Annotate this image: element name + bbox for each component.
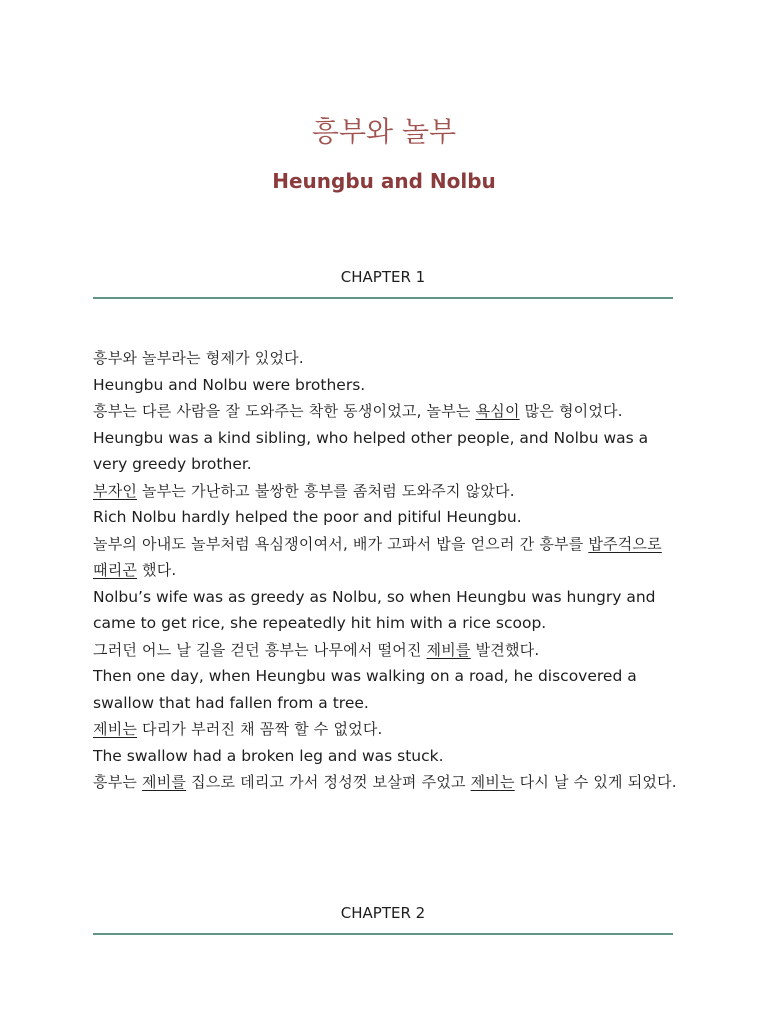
korean-sentence [93,769,678,796]
sentence-text: The swallow had a broken leg and was stuck. [93,746,444,765]
sentence-text: 흥부는 다른 사람을 잘 도와주는 착한 동생이었고, 놀부는 [93,402,476,420]
english-translation [93,743,678,770]
korean-sentence [93,345,678,372]
vocabulary-word: 제비는 [93,720,138,738]
korean-title: 흥부와 놀부 [311,115,457,148]
sentence-text: Nolbu’s wife was as greedy as Nolbu, so when Heungbu was hungry and came to get rice, she repeatedly hit him with a rice scoop. [93,587,656,632]
sentence-text: 그러던 어느 날 길을 걷던 흥부는 나무에서 떨어진 [93,640,427,659]
chapter-2-label: CHAPTER 2 [340,904,426,922]
vocabulary-word: 욕심이 [475,402,520,420]
chapter-1-text [93,345,678,796]
vocabulary-word: 제비는 [470,773,515,791]
english-title: Heungbu and Nolbu [272,169,496,193]
korean-sentence [93,398,678,425]
chapter-2-divider [93,933,673,935]
english-translation [93,584,678,637]
sentence-text: Heungbu was a kind sibling, who helped other people, and Nolbu was a very greedy brother. [93,428,649,473]
chapter-1-heading [93,266,673,299]
english-translation [93,425,678,478]
vocabulary-word: 부자인 [93,481,138,500]
vocabulary-word: 때리곤 [93,561,138,579]
korean-sentence [93,531,678,584]
sentence-text: 많은 형이었다. [519,402,623,420]
english-translation [93,372,678,399]
sentence-text: 다리가 부러진 채 꼼짝 할 수 없었다. [137,720,383,738]
sentence-text: Rich Nolbu hardly helped the poor and pitiful Heungbu. [93,508,522,526]
chapter-1-divider [93,297,673,299]
sentence-text: 흥부는 [93,773,143,791]
sentence-text: 발견했다. [470,640,540,659]
korean-sentence [93,637,678,664]
vocabulary-word: 밥주걱으로 [588,534,662,553]
chapter-1-label: CHAPTER 1 [340,268,426,286]
sentence-text: 다시 날 수 있게 되었다. [514,773,677,791]
sentence-text: Heungbu and Nolbu were brothers. [93,375,366,394]
english-translation [93,663,678,716]
sentence-text: 흥부와 놀부라는 형제가 있었다. [93,349,304,367]
sentence-text: 놀부의 아내도 놀부처럼 욕심쟁이여서, 배가 고파서 밥을 얻으러 간 흥부를 [93,534,589,553]
vocabulary-word: 제비를 [426,640,471,659]
english-translation [93,504,678,531]
sentence-text: Then one day, when Heungbu was walking on a road, he discovered a swallow that had fallen from a tree. [93,667,637,712]
sentence-text: 했다. [137,561,177,579]
sentence-text: 집으로 데리고 가서 정성껏 보살펴 주었고 [186,773,471,791]
korean-sentence [93,716,678,743]
vocabulary-word: 제비를 [142,773,187,791]
sentence-text: 놀부는 가난하고 불쌍한 흥부를 좀처럼 도와주지 않았다. [137,481,515,500]
chapter-2-heading [93,902,673,935]
korean-sentence [93,478,678,505]
